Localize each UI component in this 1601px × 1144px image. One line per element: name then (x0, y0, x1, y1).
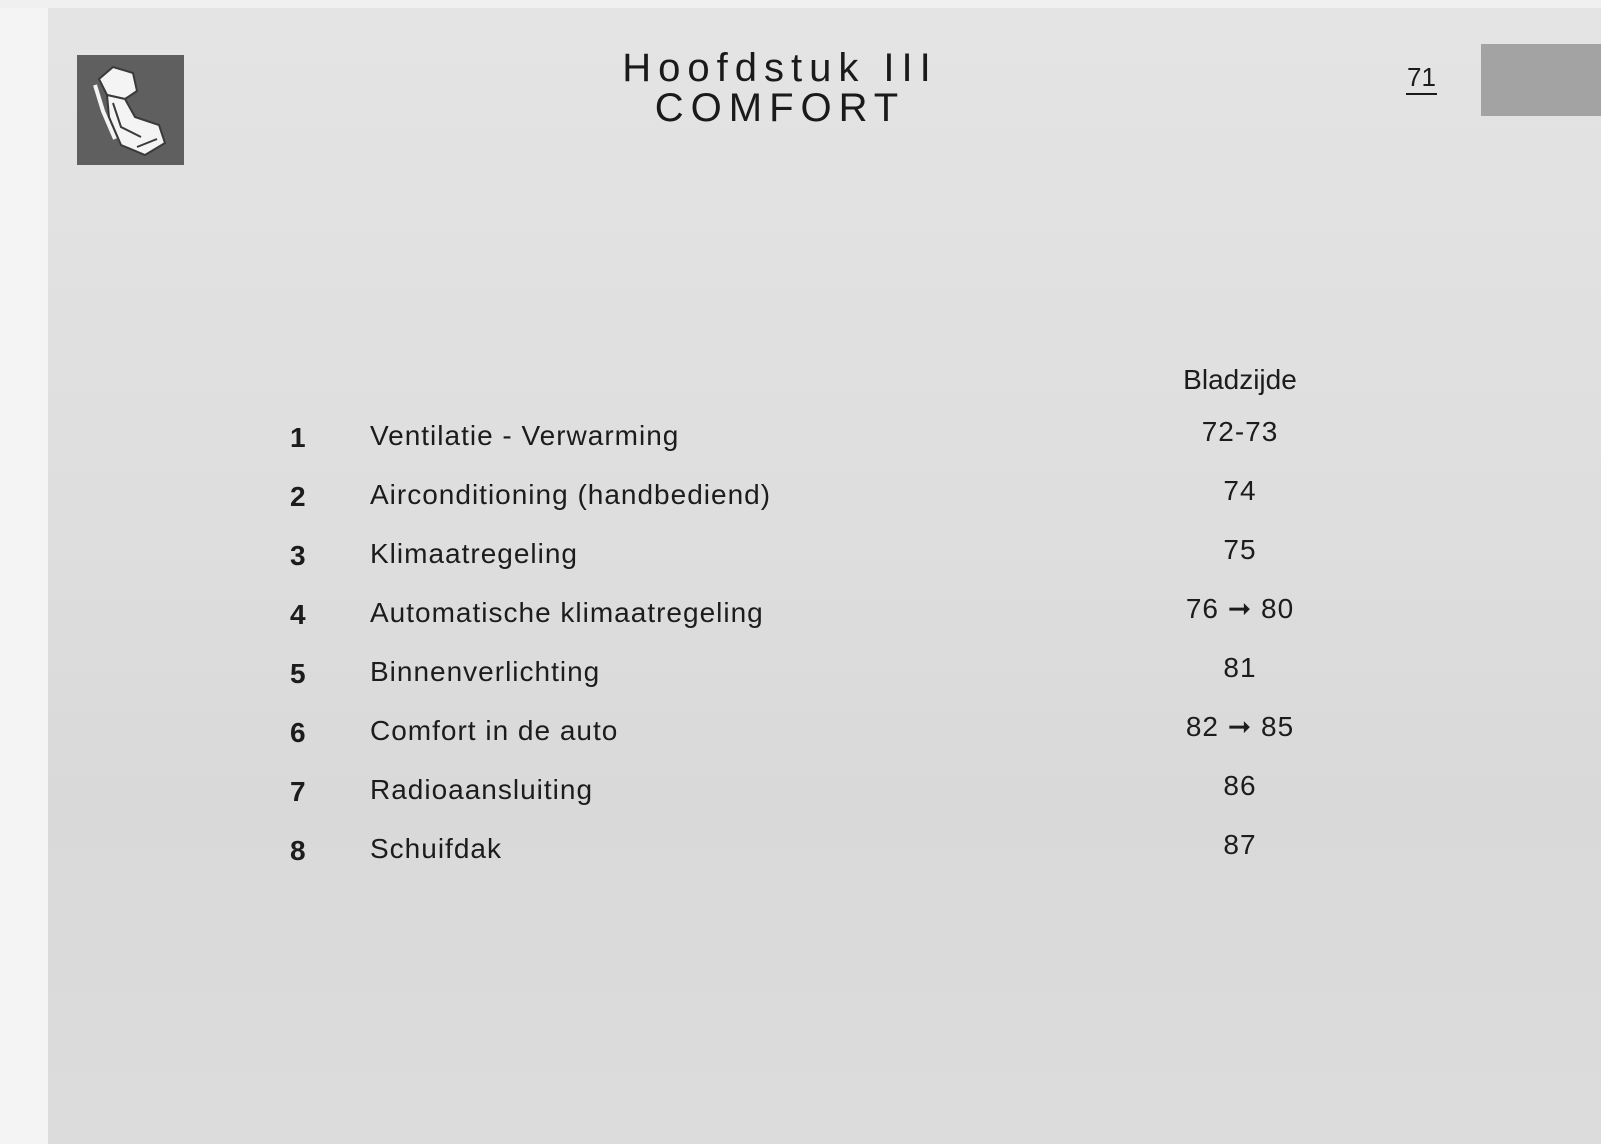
chapter-title: COMFORT (654, 86, 906, 130)
toc-item-pages: 74 (1223, 475, 1257, 506)
pages-column-header: Bladzijde (1183, 364, 1297, 395)
toc-item-title: Airconditioning (handbediend) (370, 479, 772, 510)
chapter-heading (440, 48, 1120, 128)
toc-item-title: Automatische klimaatregeling (370, 597, 764, 628)
toc-item-pages: 76 ➞ 80 (1185, 593, 1295, 624)
toc-item-pages: 82 ➞ 85 (1185, 711, 1295, 742)
toc-item-number: 8 (290, 835, 306, 866)
toc-row[interactable] (290, 770, 1370, 833)
toc-row[interactable] (290, 829, 1370, 892)
toc-item-title: Comfort in de auto (370, 715, 619, 746)
toc-item-number: 2 (290, 481, 306, 512)
toc-item-title: Klimaatregeling (370, 538, 578, 569)
toc-item-number: 6 (290, 717, 306, 748)
toc-row[interactable] (290, 475, 1370, 538)
left-margin (0, 0, 48, 1144)
page-number: 71 (1406, 62, 1437, 95)
toc-item-number: 3 (290, 540, 306, 571)
toc-row[interactable] (290, 534, 1370, 597)
toc-item-number: 4 (290, 599, 306, 630)
table-of-contents (290, 416, 1370, 892)
toc-item-pages: 75 (1223, 534, 1257, 565)
toc-item-title: Radioaansluiting (370, 774, 594, 805)
toc-row[interactable] (290, 416, 1370, 479)
toc-item-title: Ventilatie - Verwarming (370, 420, 680, 451)
toc-item-number: 5 (290, 658, 306, 689)
chapter-label: Hoofdstuk III (622, 46, 938, 90)
seat-icon (77, 55, 184, 165)
toc-row[interactable] (290, 652, 1370, 715)
toc-item-pages: 81 (1223, 652, 1257, 683)
top-margin (0, 0, 1601, 8)
toc-item-pages: 86 (1223, 770, 1257, 801)
toc-row[interactable] (290, 711, 1370, 774)
toc-item-number: 1 (290, 422, 306, 453)
toc-item-pages: 87 (1223, 829, 1257, 860)
toc-item-pages: 72-73 (1201, 416, 1279, 447)
toc-item-number: 7 (290, 776, 306, 807)
toc-item-title: Binnenverlichting (370, 656, 601, 687)
toc-item-title: Schuifdak (370, 833, 502, 864)
toc-row[interactable] (290, 593, 1370, 656)
thumb-tab (1481, 44, 1601, 116)
